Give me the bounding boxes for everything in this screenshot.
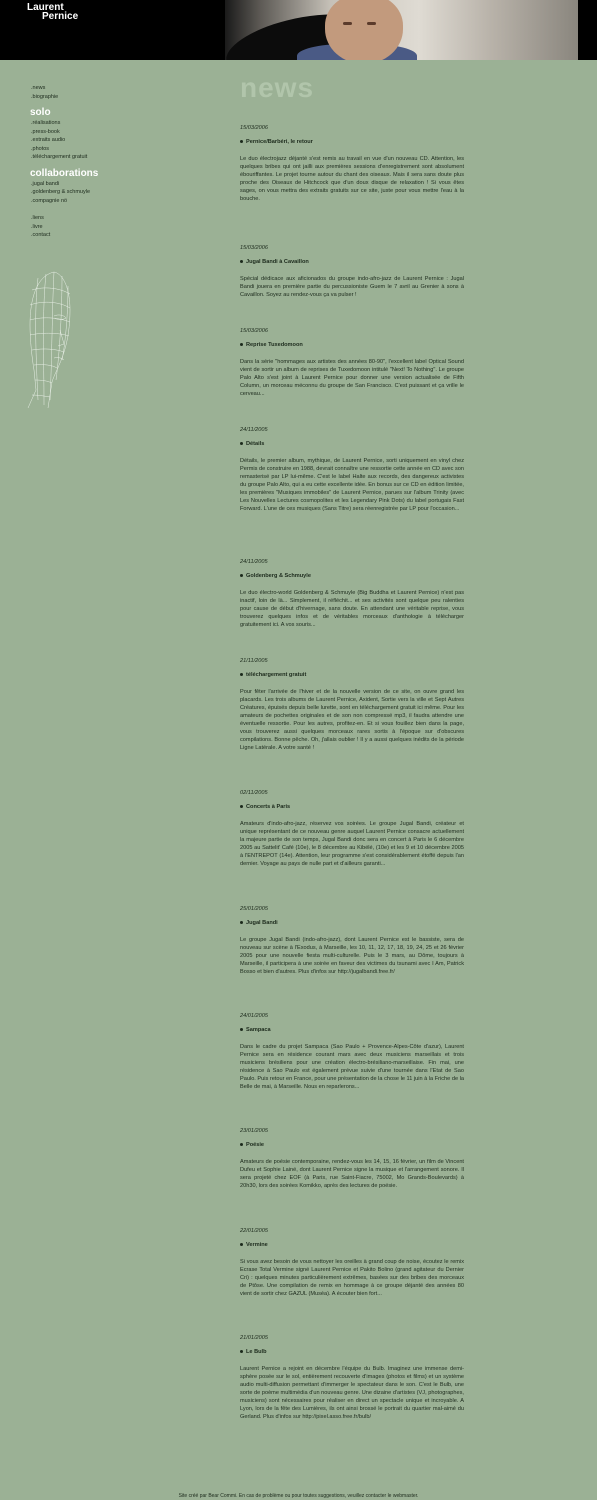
nav-biographie[interactable]: .biographie: [31, 93, 59, 100]
bullet-icon: [240, 805, 243, 808]
news-date: 22/01/2005: [240, 1228, 268, 1234]
news-entry: [240, 1128, 464, 1191]
news-body: Le duo électrojazz déjanté s'est remis au travail en vue d'un nouveau CD. Attention, les quelques bribes qui ont jailli aux premières sessions d'enregistrement sont absolument ébouriffantes. Le projet tourne autour du chant des oiseaux. Mais il sera sans doute plus proche des Oiseaux de Hitchcock que d'un doux disque de relaxation ! Si vous êtes sages, on vous mettra des extraits gratuits sur ce site, juste pour vous mettre l'eau à la bouche.: [240, 155, 464, 202]
news-date: 15/03/2006: [240, 125, 268, 131]
news-date: 25/01/2005: [240, 906, 268, 912]
bullet-icon: [240, 574, 243, 577]
news-date: 15/03/2006: [240, 245, 268, 251]
news-body: Le groupe Jugal Bandi (indo-afro-jazz), dont Laurent Pernice est le bassiste, sera de nouveau sur scène à l'Exodus, à Marseille, les 10, 11, 12, 17, 18, 19, 24, 25 et 26 février 2005 pour une nouvelle fiesta multi-culturelle. Puis le 3 mars, au Dôme, toujours à Marseille, il participera à une soirée en faveur des victimes du tsunami avec I Am, Patrick Bosso et bien d'autres. Plus d'infos sur http://jugalbandi.free.fr/: [240, 936, 464, 975]
news-date: 21/11/2005: [240, 658, 268, 664]
news-title: Le Bulb: [240, 1349, 464, 1357]
news-body: Pour fêter l'arrivée de l'hiver et de la nouvelle version de ce site, on ouvre grand les placards. Les trois albums de Laurent Pernice, Axident, Sortie vers la ville et Sept Autres Créatures, épuisés depuis belle lurette, sont en téléchargement gratuit ici même. Pour les amateurs de pochettes originales et de son non compressé mp3, il faudra attendre une éventuelle ressortie. Pour les autres, profitez-en. Et si vous fouillez bien dans la page, vous trouverez aussi quelques morceaux rares sortis à l'époque sur d'obscures compilations. Bonne pêche. Oh, j'allais oublier ! Il y a aussi quelques inédits de la période Ligne Latérale. A votre santé !: [240, 688, 464, 751]
news-title: Sampaca: [240, 1027, 464, 1035]
news-date: 24/11/2005: [240, 427, 268, 433]
bullet-icon: [240, 921, 243, 924]
nav-heading-solo: solo: [30, 107, 51, 118]
nav-contact[interactable]: .contact: [31, 232, 51, 238]
news-title: Reprise Tuxedomoon: [240, 342, 464, 350]
news-title: Vermine: [240, 1242, 464, 1250]
news-date: 02/11/2005: [240, 790, 268, 796]
news-body: Détails, le premier album, mythique, de Laurent Pernice, sorti uniquement en vinyl chez Permis de construire en 1988, devrait connaître une ressortie cette année en CD avec son remasterisé par LP lui-même. C'est le label Halte aux records, des dangereux activistes du groupe Palo Alto, qui a eu cette excellente idée. En bonus sur ce CD en édition limitée, les premières "Musiques immobiles" de Laurent Pernice, parues sur l'album Trinity (avec Les Nouvelles Lectures cosmopolites et les Legendary Pink Dots) du label portugais Fast Forward. L'une de ces musiques (Sans Titre) sera réenregistrée par LP pour l'occasion...: [240, 457, 464, 512]
bullet-icon: [240, 1243, 243, 1246]
news-date: 15/03/2006: [240, 328, 268, 334]
site-footer: Site créé par Bear Commi. En cas de problème ou pour toutes suggestions, veuillez contacter le webmaster.: [178, 1493, 419, 1499]
news-entry: [240, 906, 464, 977]
bullet-icon: [240, 1143, 243, 1146]
news-entry: [240, 1228, 464, 1299]
news-entry: [240, 1335, 464, 1422]
news-entry: [240, 125, 464, 204]
news-entry: [240, 427, 464, 514]
news-title: Goldenberg & Schmuyle: [240, 573, 464, 581]
news-date: 23/01/2005: [240, 1128, 268, 1134]
nav-livre[interactable]: .livre: [31, 223, 43, 230]
nav-liens[interactable]: .liens: [31, 215, 44, 221]
news-body: Spécial dédicace aux aficionados du groupe indo-afro-jazz de Laurent Pernice : Jugal Bandi jouera en première partie du percussioniste Guem le 7 avril au Grenier à sons à Cavaillon. Soyez au rendez-vous ça va pulser !: [240, 275, 464, 298]
logo-line-last: Pernice: [42, 11, 79, 22]
logo-line-first: Laurent: [27, 2, 64, 13]
nav-news[interactable]: .news: [31, 85, 46, 91]
news-entry: [240, 328, 464, 399]
news-body: Amateurs de poésie contemporaine, rendez-vous les 14, 15, 16 février, un film de Vincent Dufeu et Sophie Lainé, dont Laurent Pernice signe la musique et l'arrangement sonore. Il sera projeté chez EOF (à Paris, rue Saint-Fiacre, 75002, Mo Grands-Boulevards) à 20h30, lors des soirées Komikko, après des lectures de poésie.: [240, 1158, 464, 1189]
nav-press-book[interactable]: .press-book: [31, 128, 60, 135]
news-body: Si vous avez besoin de vous nettoyer les oreilles à grand coup de noise, écoutez le remix Ecrase Total Vermine signé Laurent Pernice et Pakito Bolino (grand agitateur du Dernier Cri) : quelques minutes particulièrement extrêmes, basées sur des bribes des morceaux de Ptôse. Une compilation de remix en hommage à ce groupe déjanté des années 80 vient de sortir chez GAZUL (Muséa). A écouter bien fort...: [240, 1258, 464, 1297]
news-body: Dans le cadre du projet Sampaca (Sao Paulo + Provence-Alpes-Côte d'azur), Laurent Pernice sera en résidence courant mars avec deux musiciens marseillais et trois musiciens brésiliens pour une création électro-brésiliano-marseillaise. Fin mai, une résidence à Sao Paulo est également prévue suivie d'une tournée dans l'Etat de Sao Paulo. Puis retour en France, pour une présentation de la chose le 11 juin à la Friche de la Belle de mai, à Marseille. Nous en reparlerons...: [240, 1043, 464, 1090]
news-date: 24/01/2005: [240, 1013, 268, 1019]
nav-goldenberg-schmuyle[interactable]: .goldenberg & schmuyle: [31, 189, 91, 195]
news-entry: [240, 559, 464, 630]
news-date: 21/01/2005: [240, 1335, 268, 1341]
news-title: Poésie: [240, 1142, 464, 1150]
news-date: 24/11/2005: [240, 559, 268, 565]
bullet-icon: [240, 140, 243, 143]
bullet-icon: [240, 442, 243, 445]
news-title: Jugal Bandi à Cavaillon: [240, 259, 464, 267]
site-header: [0, 0, 597, 60]
nav-realisations[interactable]: .réalisations: [31, 120, 61, 126]
news-entry: [240, 1013, 464, 1092]
header-photo: [225, 0, 578, 60]
bullet-icon: [240, 260, 243, 263]
nav-photos[interactable]: .photos: [31, 145, 50, 152]
page-title: news: [240, 72, 315, 103]
news-title: téléchargement gratuit: [240, 672, 464, 680]
news-body: Le duo électro-world Goldenberg & Schmuyle (Big Buddha et Laurent Pernice) n'est pas inactif, loin de là... Simplement, il réfléchit... et ses activités sont quelque peu ralenties pour cause de début d'hivernage, sans doute. En attendant une véritable reprise, vous trouverez quelques infos et de véritables morceaux d'anthologie à télécharger gratuitement ici. A vos souris...: [240, 589, 464, 628]
sidebar-nav: [31, 84, 191, 240]
nav-compagnie-no[interactable]: .compagnie nö: [31, 197, 68, 204]
wireframe-face-image: [24, 270, 74, 410]
bullet-icon: [240, 1350, 243, 1353]
news-entry: [240, 790, 464, 869]
bullet-icon: [240, 1028, 243, 1031]
nav-extraits-audio[interactable]: .extraits audio: [31, 137, 66, 143]
news-entry: [240, 245, 464, 300]
news-title: Concerts à Paris: [240, 804, 464, 812]
news-body: Amateurs d'indo-afro-jazz, réservez vos soirées. Le groupe Jugal Bandi, créateur et unique représentant de ce nouveau genre auquel Laurent Pernice consacre actuellement la majeure partie de son temps, Jugal Bandi donc sera en concert à Paris le 6 décembre 2005 au Sattelit' Café (10e), le 8 décembre au Kibélé, (10e) et les 9 et 10 décembre 2005 à l'ENTREPOT (14e). Attention, leur programme s'est considérablement étoffé depuis l'an dernier. Voyage au pays de nulle part et d'ailleurs garanti...: [240, 820, 464, 867]
site-logo[interactable]: [27, 3, 78, 21]
news-title: Pernice/Barbéri, le retour: [240, 139, 464, 147]
nav-telechargement[interactable]: .téléchargement gratuit: [31, 154, 88, 160]
news-title: Jugal Bandi: [240, 920, 464, 928]
news-title: Détails: [240, 441, 464, 449]
bullet-icon: [240, 343, 243, 346]
bullet-icon: [240, 673, 243, 676]
nav-heading-collaborations: collaborations: [30, 167, 99, 179]
news-body: Laurent Pernice a rejoint en décembre l'équipe du Bulb. Imaginez une immense demi-sphère posée sur le sol, entièrement recouverte d'images (photos et films) et un système audio multi-diffusion permettant d'immerger le spectateur dans le son. C'est le Bulb, une sorte de poème multimédia d'un nouveau genre. Une dizaine d'artistes (VJ, photographes, musiciens) sont nécessaires pour réaliser en direct un spectacle unique et incroyable. A Lyon, lors de la fête des Lumières, ils ont ainsi brossé le portrait du quartier mal-aimé du Gerland. Plus d'infos sur http://pixel.asso.free.fr/bulb/: [240, 1365, 464, 1420]
nav-jugal-bandi[interactable]: .jugal bandi: [31, 180, 60, 187]
news-body: Dans la série "hommages aux artistes des années 80-90", l'excellent label Optical Sound vient de sortir un album de reprises de Tuxedomoon intitulé "Next! To Nothing". Le groupe Palo Alto s'est joint à Laurent Pernice pour donner une version actualisée de Fifth Column, un morceau méconnu du groupe de San Francisco. C'est puissant et ça vrille le cerveau...: [240, 358, 464, 397]
news-entry: [240, 658, 464, 753]
